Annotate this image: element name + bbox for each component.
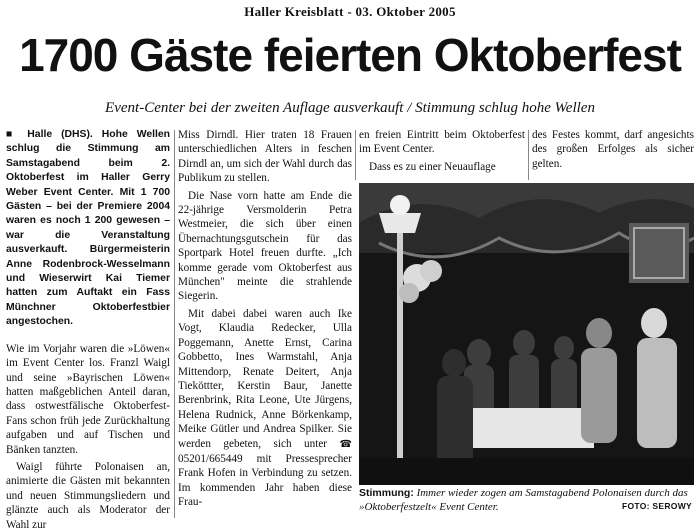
paragraph: Waigl führte Polonaisen an, animierte die Gästen mit bekannten und neuen Stimmungsliedern und glänzte auch als Moderator der Wahl zur <box>6 460 170 531</box>
paragraph: en freien Eintritt beim Oktoberfest im Event Center. <box>359 129 525 156</box>
caption-lead: Stimmung: <box>359 487 414 499</box>
paragraph: Wie im Vorjahr waren die »Löwen« im Event Center los. Franzl Waigl und seine »Bayrischen Löwen« hatten maßgeblichen Anteil daran, dass ostwestfälische Oktoberfest-Fans schon früh jede Zurückhaltung aufgaben und auf Tischen und Bänken tanzten. <box>6 342 170 456</box>
dateline: Halle (DHS). <box>27 129 93 140</box>
bullet-square-icon: ■ <box>6 129 19 140</box>
lead-text: Hohe Wellen schlug die Stimmung am Samstagabend beim 2. Oktoberfest im Haller Gerry Weber Event Center. Mit 1 700 Gästen – bei der Premiere 2004 waren es noch 1 200 gewesen – war die Veranstaltung ausverkauft. Bürgermeisterin Anne Rodenbrock-Wesselmann und Wieserwirt Kai Tiemer hatten zum Auftakt ein Fass Münchner Oktoberfestbier angestochen. <box>6 129 171 328</box>
paragraph-text: 05201/665449 mit Pressesprecher Frank Hofen in Verbindung zu setzen. Im kommenden Jahr haben diese Frau- <box>178 452 352 509</box>
subheadline: Event-Center bei der zweiten Auflage ausverkauft / Stimmung schlug hohe Wellen <box>105 100 595 116</box>
column-2 <box>178 128 352 510</box>
paragraph: des Festes kommt, darf angesichts des großen Erfolges als sicher gelten. <box>532 129 694 170</box>
photo-credit: FOTO: SEROWY <box>621 501 692 511</box>
paragraph: Die Nase vorn hatte am Ende die 22-jährige Versmolderin Petra Westmeier, die sich über einen Übernachtungsgutschein für das Sportpark Hotel freuen durfte. „Ich komme gerade vom Oktoberfest aus München" meinte die strahlende Siegerin. <box>178 189 352 303</box>
lead-paragraph <box>6 128 170 330</box>
paragraph-text: Mit dabei dabei waren auch Ike Vogt, Klaudia Redecker, Ulla Poggemann, Anette Ernst, Carina Gobbetto, Ines Warmstahl, Anja Mittendorp, Renate Deitert, Anja Tieköttter, Kerstin Baur, Janette Berenbrink, Rita Leone, Ute Jürgens, Helena Rudnick, Anne Börkenkamp, Meike Gütler und Andrea Spilker. Sie werden gebeten, sich unter <box>178 307 352 450</box>
paragraph: Dass es zu einer Neuauflage <box>369 160 496 173</box>
paragraph: Miss Dirndl. Hier traten 18 Frauen unterschiedlichen Alters in feschen Dirndl an, um sich der Wahl durch das Publikum zu stellen. <box>178 129 352 185</box>
masthead: Haller Kreisblatt - 03. Oktober 2005 <box>244 4 456 19</box>
paragraph <box>178 307 352 510</box>
column-4 <box>532 128 694 171</box>
column-1 <box>6 128 170 532</box>
caption-text: Immer wieder zogen am Samstagabend Polonaisen durch das »Oktoberfestzelt« Event Center. <box>359 487 688 513</box>
phone-icon: ☎ <box>339 438 353 450</box>
column-3 <box>359 128 525 174</box>
headline: 1700 Gäste feierten Oktoberfest <box>19 29 681 81</box>
event-photo <box>359 183 694 485</box>
